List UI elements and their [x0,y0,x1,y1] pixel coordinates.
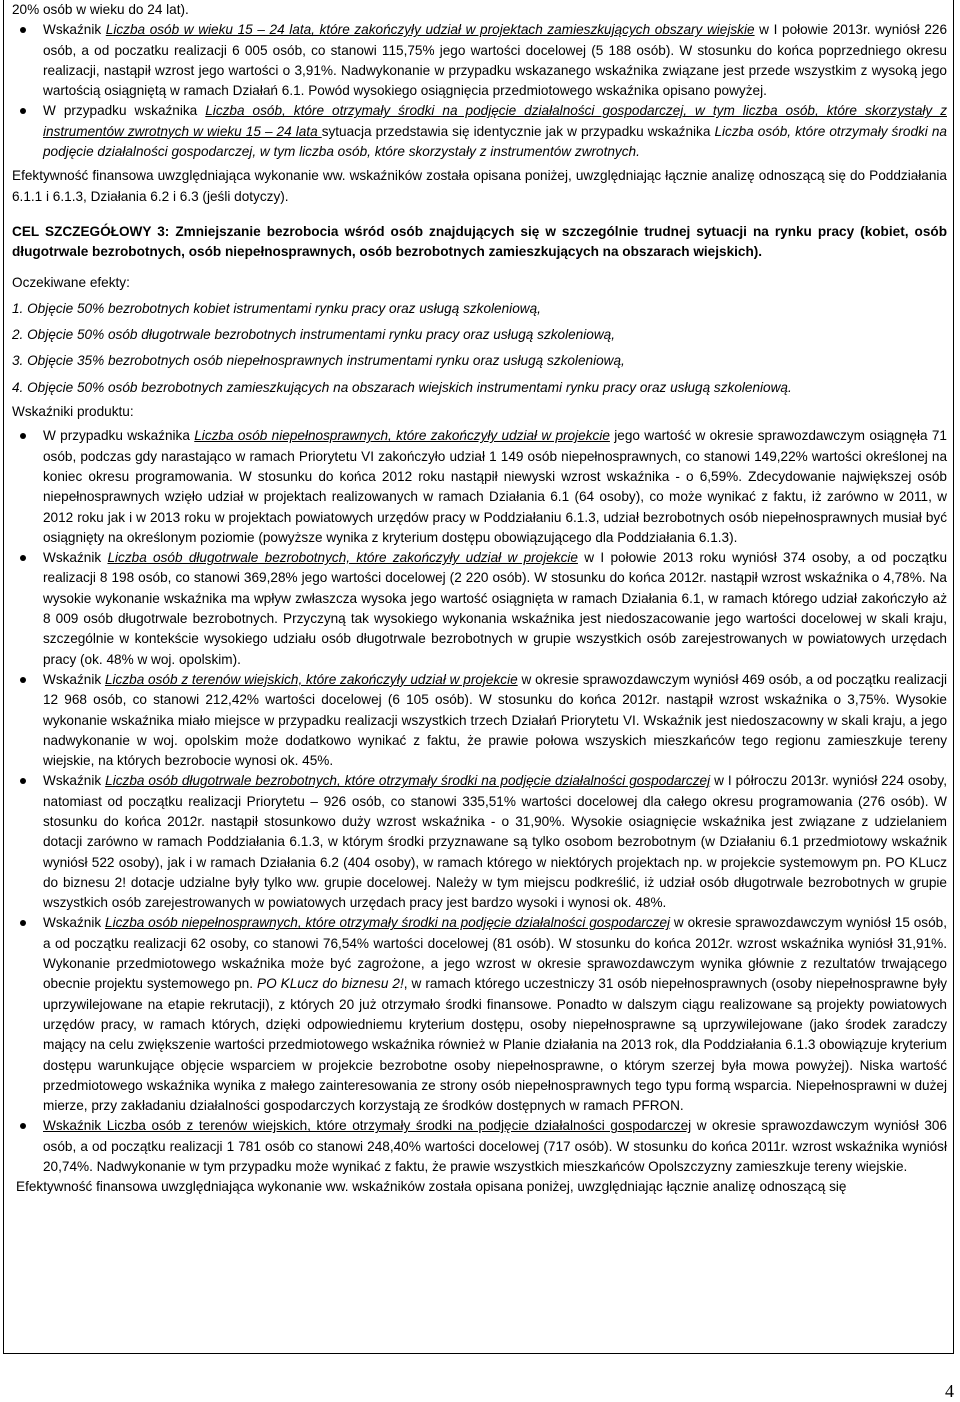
text: sytuacja przedstawia się identycznie jak w przypadku wskaźnika [321,123,715,139]
text: W przypadku wskaźnika [43,103,206,119]
bullet-item [12,771,947,913]
text: Wskaźnik [43,773,106,789]
indicator-name: Liczba osób długotrwale bezrobotnych, które otrzymały środki na podjęcie działalności gospodarczej [105,773,711,789]
effects-list [12,299,947,398]
text: w I połowie 2013r. wyniósł 226 osób, a od poczatku realizacji 6 005 osób, co stanowi 115,75% jego wartości docelowej (5 188 osób). W stosunku do końca poprzedniego okresu realizacji, nastąpił wzrost jego wartości o 3,91%. Nadwykonanie w przypadku wskazanego wskaźnika związane jest przede wszystkim z wysoką jego wartością osiągniętą w ramach Działań 6.1. Powód wysokiego osiągnięcia przedmiotowego wskaźnika opisano powyżej. [43,22,947,99]
text: Wskaźnik [43,22,106,38]
indicator-name: Liczba osób niepełnosprawnych, które otrzymały środki na podjęcie działalności gospodarczej [105,915,671,931]
page-number: 4 [945,1381,954,1401]
text: Wskaźnik [43,550,108,566]
effect-item: 3. Objęcie 35% bezrobotnych osób niepełnosprawnych instrumentami rynku oraz usługą szkoleniową, [12,353,625,369]
text: w I półroczu 2013r. wyniósł 224 osoby, natomiast od początku realizacji Priorytetu – 926 osób, co stanowi 335,51% wartości docelowej dla całego okresu programowania (276 osób). W stosunku do końca 2012r. nastąpił stosunkowo duży wzrost wskaźnika - o 31,90%. Wysokie osiagnięcie wskaźnika jest związane z udzielaniem dotacji zarówno w ramach Poddziałania 6.1.3, w którym środki przyznawane są tylko osobom bezrobotnym (w Działaniu 6.1 przedmiotowy wskaźnik wyniósł 522 osoby), jak i w ramach Działania 6.2 (404 osoby), w ramach którego w niektórych projektach np. w projekcie systemowym pn. PO KLucz do biznesu 2! dotacje udzialne były tylko ww. grupie docelowej. Należy w tym miejscu podkreślić, iż udział osób długotrwale bezrobotnych w grupie wszystkich osób zarejestrowanych w powiatowych urzędach pracy jest bardzo wysoki i wynosi ok. 48%. [43,773,947,911]
bullet-item [12,1116,947,1177]
indicator-name: Wskaźnik Liczba osób z terenów wiejskich, które otrzymały środki na podjęcie działalności gospodarczej [43,1118,692,1134]
bullet-item [12,548,947,670]
document-page [3,0,954,1354]
text: Wskaźnik [43,671,105,687]
text: w okresie sprawozdawczym wyniósł 15 osób, a od początku realizacji 62 osoby, co stanowi 76,54% wartości docelowej (81 osób). W stosunku do końca 2012r. wzrost wskaźnika wyniósł 31,91%. Wykonanie przedmiotowego wskaźnika może być zagrożone, a jego wzrost w okresie sprawozdawczym wynika głównie z rezultatów trwającego obecnie projektu systemowego pn. [43,915,948,992]
text: , w ramach którego uczestniczy 31 osób niepełnosprawnych (osoby niepełnosprawne były uprzywilejowane na etapie rekrutacji), z których 20 już otrzymało środki finansowe. Ponadto w dalszym ciągu realizowane są projekty powiatowych urzędów pracy, w ramach których, dzięki odpowiedniemu kryterium dostępu, osoby niepełnosprawne są uprzywilejowane (jako środek zaradczy mający na celu zwiększenie wartości przedmiotowego wskaźnika również w Planie działania na 2013 rok, dla Poddziałania 6.1.3 obowiązuje kryterium dostępu warunkujące objęcie wsparciem w projekcie bezrobotne osoby niepełnosprawne, o którym szerzej była mowa powyżej). Niska wartość przedmiotowego wskaźnika wynika z małego zainteresowania ze strony osób niepełnosprawnych tego typu formą wsparcia. Niepełnosprawni w dużej mierze, przy zakładaniu działalności gospodarczych korzystają ze środków dostępnych w ramach PFRON. [43,976,948,1114]
text: w okresie sprawozdawczym wyniósł 469 osób, a od początku realizacji 12 968 osób, co stanowi 212,42% wartości docelowej (6 105 osób). W stosunku do końca 2012r. nastąpił wzrost wskaźnika o 3,75%. Wysokie wykonanie wskaźnika miało miejsce w przypadku realizacji wszystkich trzech Działań Priorytetu VI. Wskaźnik jest niedoszacowny w skali kraju, a jego nadwykonanie w woj. opolskim może dodatkowo wynikać z faktu, że prawie połowa wszyskich mieszkańców tego regionu zamieszkuje tereny wiejskie, na których bezrobocie wynosi ok. 45%. [43,671,948,769]
bullet-item [12,20,947,101]
text: w okresie sprawozdawczym wyniósł 306 osób, a od początku realizacji 1 781 osób co stanowi 248,40% wartości docelowej (717 osób). W stosunku do końca 2011r. wzrost wskaźnika wyniósł 20,74%. Nadwykonanie w tym przypadku może wynikać z faktu, że prawie wszystkich mieszkańców Opolszczyzny zamieszkuje tereny wiejskie. [43,1118,947,1175]
bullet-item [12,913,947,1116]
bullet-item [12,426,947,548]
indicator-name: Liczba osób długotrwale bezrobotnych, które zakończyły udział w projekcie [107,550,578,566]
indicator-name: Liczba osób niepełnosprawnych, które zakończyły udział w projekcie [194,428,610,444]
section-heading: CEL SZCZEGÓŁOWY 3: Zmniejszanie bezrobocia wśród osób znajdujących się w szczególnie trudnej sytuacji na rynku pracy (kobiet, osób długotrwale bezrobotnych, osób niepełnosprawnych, osób bezrobotnych zamieszkujących na obszarach wiejskich). [12,223,947,260]
expected-effects-label: Oczekiwane efekty: [12,274,130,290]
bullet-list-indicators [12,426,947,1177]
text: Wskaźnik [43,915,106,931]
effect-item: 1. Objęcie 50% bezrobotnych kobiet istrumentami rynku pracy oraz usługą szkoleniową, [12,300,541,316]
indicator-name: Liczba osób, które otrzymały środki na podjęcie działalności gospodarczej, w tym liczba osób, które skorzystały z instrumentów zwrotnych w wieku 15 – 24 lata [43,103,947,139]
text-line: 20% osób w wieku do 24 lat). [12,2,189,17]
bullet-item [12,101,947,162]
indicator-name: Liczba osób w wieku 15 – 24 lata, które zakończyły udział w projektach zamieszkujących obszary wiejskie [105,22,755,38]
paragraph-efektywnosc: Efektywność finansowa uwzględniająca wykonanie ww. wskaźników została opisana poniżej, uwzględniając łącznie analizę odnoszącą się do Poddziałania 6.1.1 i 6.1.3, Działania 6.2 i 6.3 (jeśli dotyczy). [12,168,947,204]
indicator-name: Liczba osób z terenów wiejskich, które zakończyły udział w projekcie [104,671,518,687]
effect-item: 4. Objęcie 50% osób bezrobotnych zamieszkujących na obszarach wiejskich instrumentami rynku pracy oraz usługą szkoleniową. [12,379,792,395]
text: W przypadku wskaźnika [43,428,195,444]
text: w I połowie 2013 roku wyniósł 374 osoby, a od początku realizacji 8 198 osób, co stanowi 369,28% jego wartości docelowej (2 220 osób). W stosunku do końca 2012r. nastąpił wzrost wskaźnika o 4,78%. Na wysokie wykonanie wskaźnika ma wpływ zwłaszcza wysoka jego wartość osiągnięta w ramach Działania 6.1, w ramach którego udział zakończyło aż 8 009 osób długotrwale bezrobotnych. Przyczyną tak wysokiego wykonania wskaźnika jest niedoszacowanie jego wartości docelowej w skali kraju, szczególnie w kontekście wysokiego udziału osób długotrwale bezrobotnych w grupie wszystkich osób zarejestrowanych w powiatowych urzędach pracy (ok. 48% w woj. opolskim). [43,550,948,667]
text: jego wartość w okresie sprawozdawczym osiągnęła 71 osób, podczas gdy narastająco w ramach Priorytetu VI zakończyło udział 1 149 osób niepełnosprawnych, co stanowi 149,22% wartości określonej na koniec okresu programowania. W stosunku do końca 2012 roku nastąpił niewyski wzrost wskaźnika - o 6,59%. Zdecydowanie największej osób niepełnosprawnych wzięło udział w projektach realizowanych w ramach Działania 6.1 (64 osoby), co może wynikać z faktu, iż zarówno w 2011, w 2012 roku jak i w 2013 roku w projektach powiatowych urzędów pracy w Poddziałaniu 6.1.3, udział bezrobotnych osób niepełnosprawnych musiał być osiągnięty na określonym poziomie (powyższe wynika z kryterium dostępu obowiązującego dla Poddziałania 6.1.3). [43,428,947,545]
indicator-name: Liczba osób, które otrzymały środki na podjęcie działalności gospodarczej, w tym liczba osób, które skorzystały z instrumentów zwrotnych. [43,123,947,160]
effect-item: 2. Objęcie 50% osób długotrwale bezrobotnych instrumentami rynku pracy oraz usługą szkoleniową, [12,327,615,343]
footer-line: Efektywność finansowa uwzględniająca wykonanie ww. wskaźników została opisana poniżej, uwzględniając łącznie analizę odnoszącą się [16,1179,847,1195]
indicators-label: Wskaźniki produktu: [12,404,134,420]
bullet-list-top [12,20,947,162]
bullet-item [12,670,947,771]
project-name: PO KLucz do biznesu 2! [257,976,404,992]
